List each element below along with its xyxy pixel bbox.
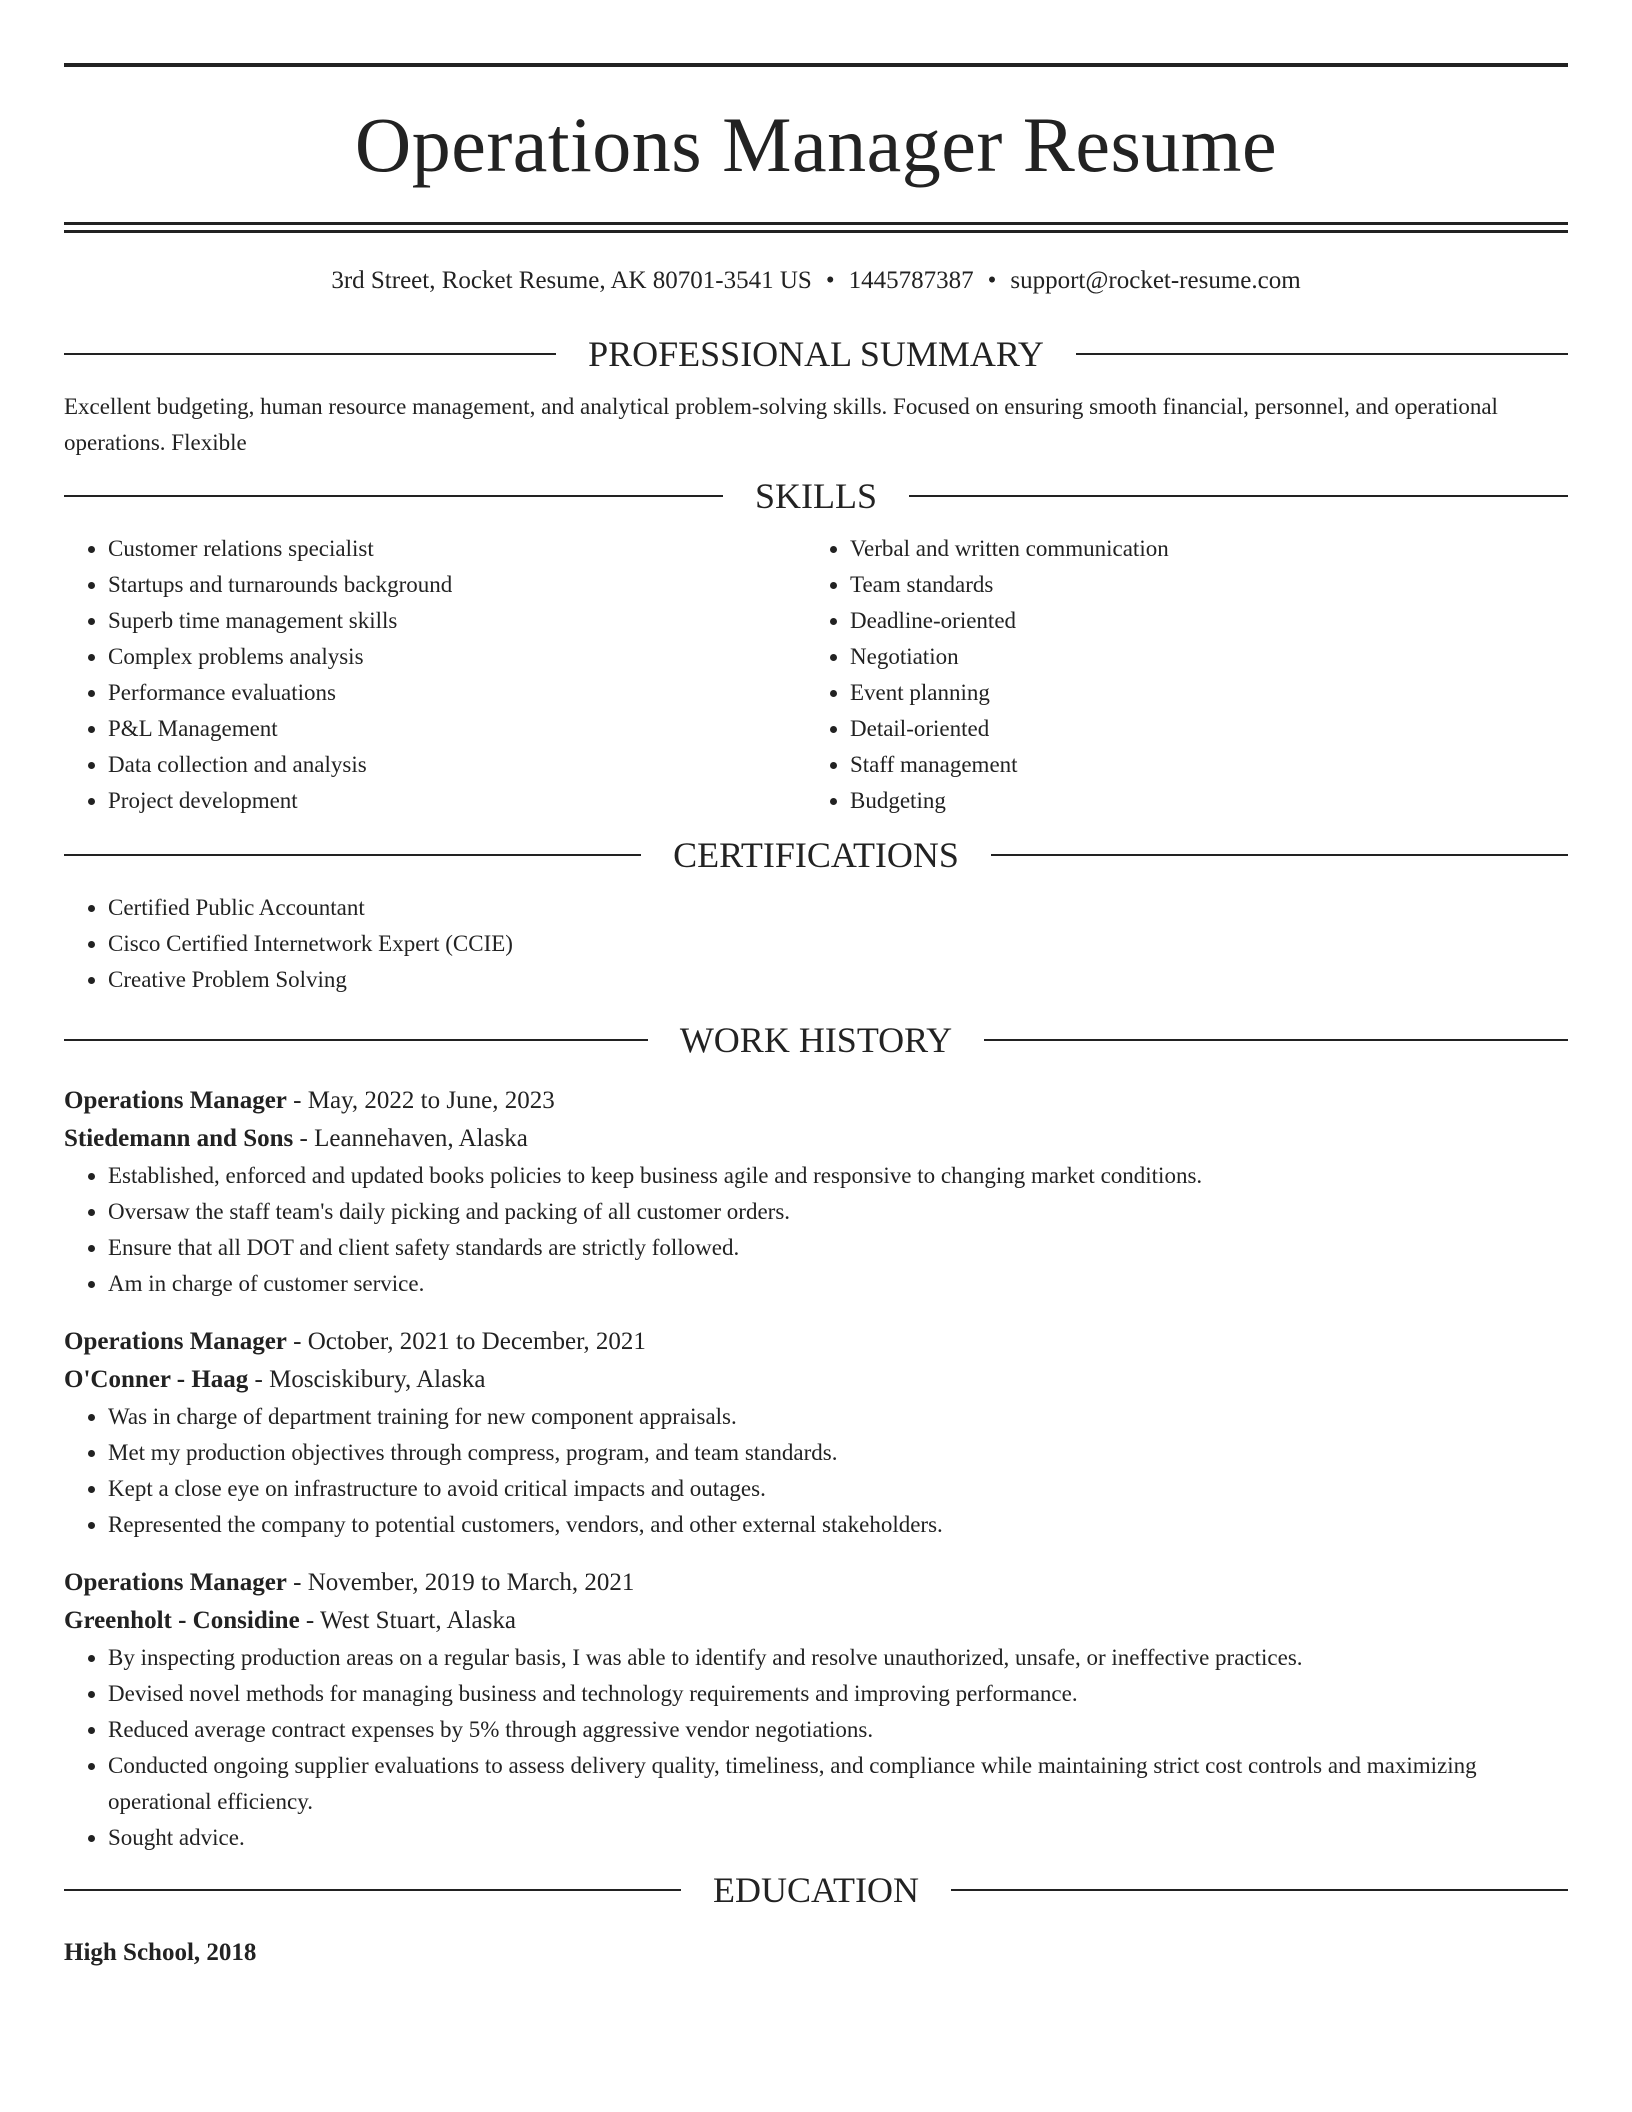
heading-rule	[64, 854, 641, 856]
skill-item: • Event planning	[850, 675, 1548, 711]
section-heading-certifications	[64, 833, 1568, 877]
contact-email[interactable]: support@rocket-resume.com	[1010, 267, 1301, 294]
section-heading-skills	[64, 474, 1568, 518]
heading-rule	[64, 1039, 648, 1041]
section-heading-education	[64, 1868, 1568, 1912]
skill-item: • Complex problems analysis	[108, 639, 806, 675]
skills-list	[64, 531, 1568, 819]
job-duty-item: • Met my production objectives through compress, program, and team standards.	[108, 1435, 1568, 1471]
job-location: - Leannehaven, Alaska	[293, 1125, 528, 1152]
heading-rule	[951, 1889, 1568, 1891]
work-history-list	[64, 1082, 1568, 1856]
job-title-line	[64, 1082, 1568, 1120]
job-title: Operations Manager	[64, 1569, 287, 1596]
job-duty-item: • Reduced average contract expenses by 5% through aggressive vendor negotiations.	[108, 1712, 1568, 1748]
job-duties-list	[64, 1399, 1568, 1543]
job-company-line	[64, 1361, 1568, 1399]
job-dates: - May, 2022 to June, 2023	[286, 1087, 555, 1114]
skill-item: • Detail-oriented	[850, 711, 1548, 747]
job-duty-item: • Am in charge of customer service.	[108, 1266, 1568, 1302]
job-duty-item: • Was in charge of department training for new component appraisals.	[108, 1399, 1568, 1435]
skills-column-left	[64, 531, 806, 819]
education-text: High School, 2018	[64, 1939, 257, 1966]
job-title: Operations Manager	[64, 1328, 287, 1355]
job-entry	[64, 1564, 1568, 1856]
contact-separator: •	[987, 267, 997, 294]
section-title: WORK HISTORY	[679, 1020, 953, 1060]
section-title: EDUCATION	[713, 1870, 919, 1910]
job-title: Operations Manager	[64, 1087, 287, 1114]
contact-separator: •	[825, 267, 835, 294]
certifications-list	[64, 890, 1568, 998]
heading-rule	[64, 1889, 681, 1891]
job-duty-item: • Kept a close eye on infrastructure to avoid critical impacts and outages.	[108, 1471, 1568, 1507]
section-title: SKILLS	[755, 476, 878, 516]
job-duty-item: • By inspecting production areas on a regular basis, I was able to identify and resolve unauthorized, unsafe, or ineffective practices.	[108, 1640, 1568, 1676]
heading-rule	[984, 1039, 1568, 1041]
skill-item: • Startups and turnarounds background	[108, 567, 806, 603]
skills-column-right	[806, 531, 1548, 819]
contact-phone: 1445787387	[848, 267, 974, 294]
job-dates: - November, 2019 to March, 2021	[286, 1569, 635, 1596]
job-location: - West Stuart, Alaska	[299, 1607, 516, 1634]
top-divider	[64, 63, 1568, 67]
section-title: CERTIFICATIONS	[673, 835, 959, 875]
job-duty-item: • Ensure that all DOT and client safety standards are strictly followed.	[108, 1230, 1568, 1266]
skill-item: • Staff management	[850, 747, 1548, 783]
skill-item: • Verbal and written communication	[850, 531, 1548, 567]
section-heading-summary	[64, 332, 1568, 376]
skill-item: • Superb time management skills	[108, 603, 806, 639]
job-duty-item: • Devised novel methods for managing business and technology requirements and improving performance.	[108, 1676, 1568, 1712]
job-duties-list	[64, 1158, 1568, 1302]
job-entry	[64, 1323, 1568, 1543]
title-double-divider	[64, 222, 1568, 233]
heading-rule	[909, 495, 1568, 497]
job-location: - Mosciskibury, Alaska	[248, 1366, 486, 1393]
skill-item: • Deadline-oriented	[850, 603, 1548, 639]
job-duty-item: • Sought advice.	[108, 1820, 1568, 1856]
summary-text: Excellent budgeting, human resource management, and analytical problem-solving skills. Focused on ensuring smooth financial, personnel, and operational operations. Flexible	[64, 394, 1498, 455]
job-duties-list	[64, 1640, 1568, 1856]
heading-rule	[64, 353, 556, 355]
skill-item: • Project development	[108, 783, 806, 819]
education-entry	[64, 1934, 1568, 1972]
job-company-line	[64, 1120, 1568, 1158]
job-duty-item: • Conducted ongoing supplier evaluations to assess delivery quality, timeliness, and compliance while maintaining strict cost controls and maximizing operational efficiency.	[108, 1748, 1568, 1820]
certification-item: • Cisco Certified Internetwork Expert (CCIE)	[108, 926, 1568, 962]
job-company: O'Conner - Haag	[64, 1366, 249, 1393]
contact-line	[64, 264, 1568, 298]
job-duty-item: • Represented the company to potential customers, vendors, and other external stakeholders.	[108, 1507, 1568, 1543]
skill-item: • Data collection and analysis	[108, 747, 806, 783]
certification-item: • Certified Public Accountant	[108, 890, 1568, 926]
job-company: Greenholt - Considine	[64, 1607, 300, 1634]
job-dates: - October, 2021 to December, 2021	[286, 1328, 646, 1355]
heading-rule	[64, 495, 723, 497]
skill-item: • Customer relations specialist	[108, 531, 806, 567]
skill-item: • Negotiation	[850, 639, 1548, 675]
skill-item: • Budgeting	[850, 783, 1548, 819]
job-title-line	[64, 1323, 1568, 1361]
resume-title: Operations Manager Resume	[354, 101, 1278, 188]
job-title-line	[64, 1564, 1568, 1602]
job-entry	[64, 1082, 1568, 1302]
job-duty-item: • Oversaw the staff team's daily picking and packing of all customer orders.	[108, 1194, 1568, 1230]
job-company: Stiedemann and Sons	[64, 1125, 294, 1152]
job-company-line	[64, 1602, 1568, 1640]
section-heading-work-history	[64, 1018, 1568, 1062]
section-title: PROFESSIONAL SUMMARY	[588, 334, 1044, 374]
heading-rule	[991, 854, 1568, 856]
skill-item: • Team standards	[850, 567, 1548, 603]
certification-item: • Creative Problem Solving	[108, 962, 1568, 998]
heading-rule	[1076, 353, 1568, 355]
skill-item: • P&L Management	[108, 711, 806, 747]
contact-address: 3rd Street, Rocket Resume, AK 80701-3541 US	[331, 267, 812, 294]
skill-item: • Performance evaluations	[108, 675, 806, 711]
resume-page	[64, 0, 1568, 1972]
job-duty-item: • Established, enforced and updated books policies to keep business agile and responsive to changing market conditions.	[108, 1158, 1568, 1194]
